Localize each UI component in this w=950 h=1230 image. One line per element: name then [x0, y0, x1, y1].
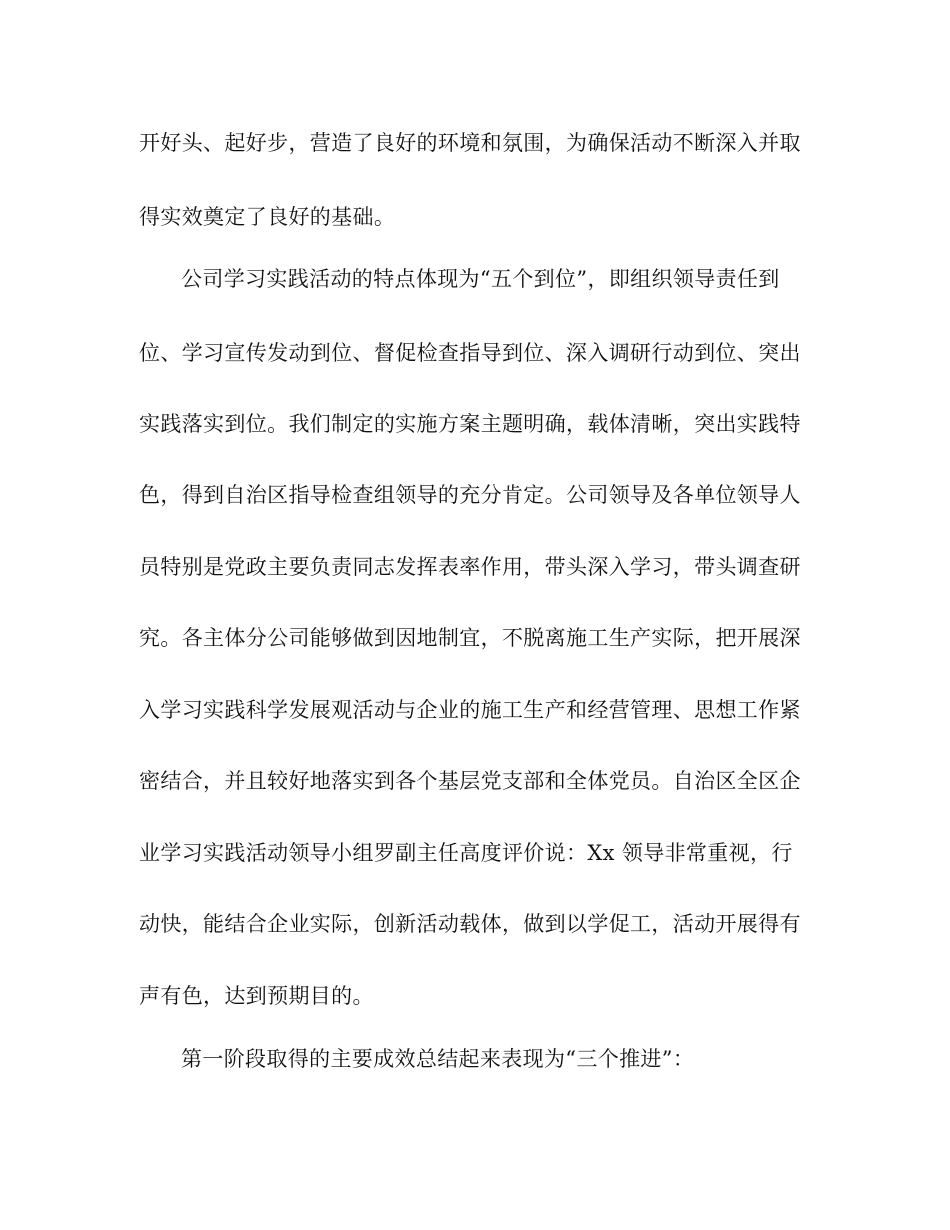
paragraph-line: 公司学习实践活动的特点体现为“五个到位”，即组织领导责任到: [181, 267, 780, 291]
paragraph-line: 业学习实践活动领导小组罗副主任高度评价说：Xx 领导非常重视，行: [139, 841, 793, 865]
paragraph-line: 得实效奠定了良好的基础。: [139, 205, 396, 229]
paragraph-line: 入学习实践科学发展观活动与企业的施工生产和经营管理、思想工作紧: [139, 698, 801, 722]
paragraph-line: 色，得到自治区指导检查组领导的充分肯定。公司领导及各单位领导人: [139, 483, 801, 507]
paragraph-line: 员特别是党政主要负责同志发挥表率作用，带头深入学习，带头调查研: [139, 555, 801, 579]
paragraph-line: 位、学习宣传发动到位、督促检查指导到位、深入调研行动到位、突出: [139, 341, 801, 365]
paragraph-line: 动快，能结合企业实际，创新活动载体，做到以学促工，活动开展得有: [139, 912, 801, 936]
paragraph-line: 密结合，并且较好地落实到各个基层党支部和全体党员。自治区全区企: [139, 769, 801, 793]
paragraph-line: 声有色，达到预期目的。: [139, 984, 374, 1008]
paragraph-line: 开好头、起好步，营造了良好的环境和氛围，为确保活动不断深入并取: [139, 131, 801, 155]
paragraph-line: 究。各主体分公司能够做到因地制宜，不脱离施工生产实际，把开展深: [139, 626, 801, 650]
paragraph-line: 实践落实到位。我们制定的实施方案主题明确，载体清晰，突出实践特: [139, 412, 801, 436]
paragraph-line: 第一阶段取得的主要成效总结起来表现为“三个推进”：: [181, 1047, 695, 1071]
